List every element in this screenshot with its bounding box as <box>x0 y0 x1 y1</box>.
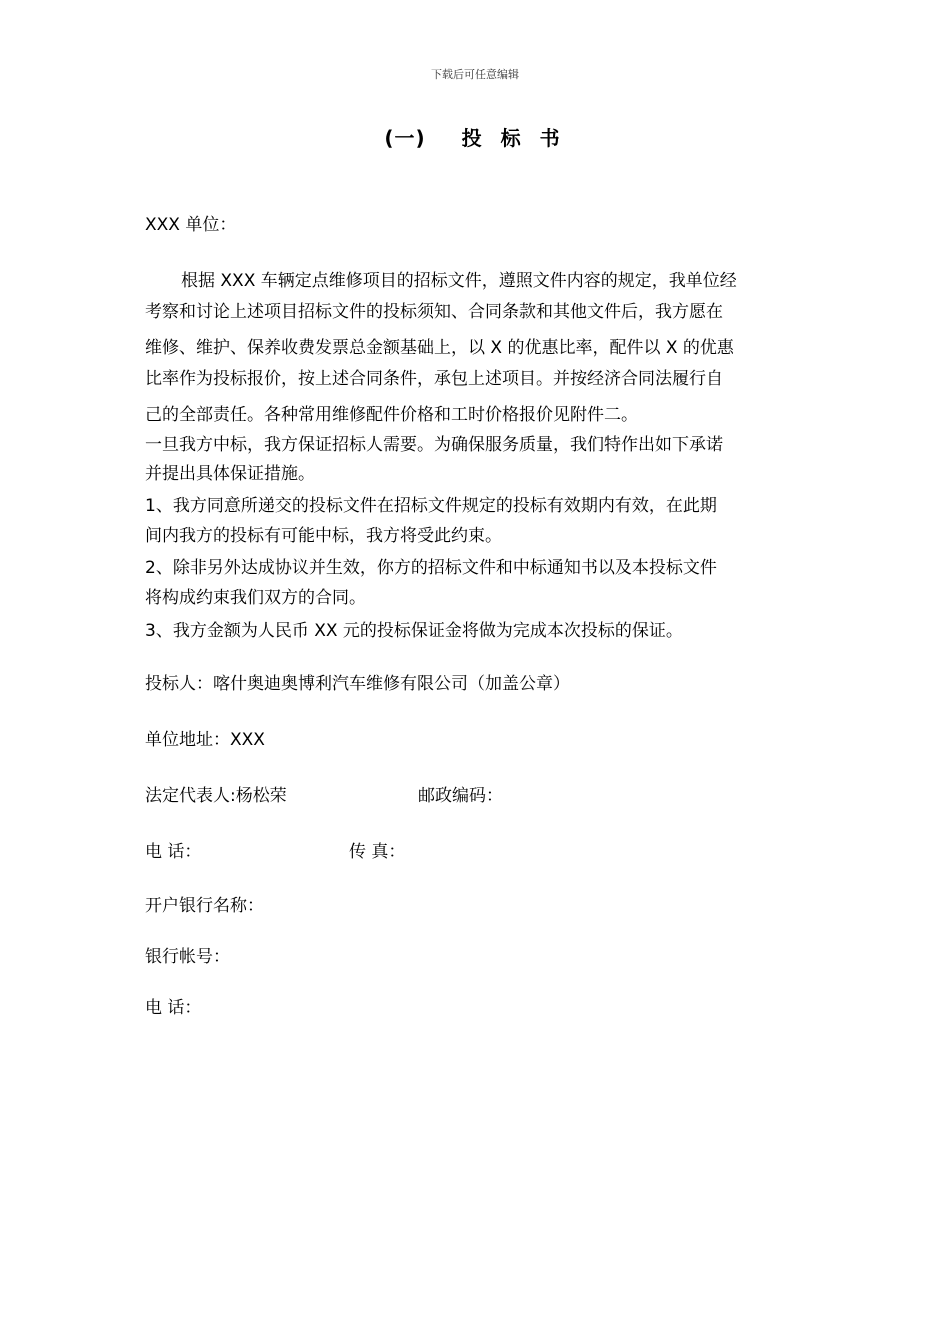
paragraph-line: 3、我方金额为人民币 XX 元的投标保证金将做为完成本次投标的保证。 <box>145 621 683 641</box>
paragraph-line: 一旦我方中标，我方保证招标人需要。为确保服务质量，我们特作出如下承诺 <box>145 435 723 455</box>
header-note: 下载后可任意编辑 <box>431 68 519 81</box>
legal-rep-field: 法定代表人:杨松荣 <box>145 786 287 806</box>
paragraph-line: 比率作为投标报价，按上述合同条件，承包上述项目。并按经济合同法履行自 <box>145 369 723 389</box>
page-title <box>0 122 950 151</box>
paragraph-line: 并提出具体保证措施。 <box>145 464 315 484</box>
paragraph-line: 根据 XXX 车辆定点维修项目的招标文件，遵照文件内容的规定，我单位经 <box>181 271 737 291</box>
paragraph-line: 2、除非另外达成协议并生效，你方的招标文件和中标通知书以及本投标文件 <box>145 558 717 578</box>
phone-field: 电 话： <box>145 842 202 862</box>
paragraph-line: 己的全部责任。各种常用维修配件价格和工时价格报价见附件二。 <box>145 405 638 425</box>
bidder-field: 投标人：喀什奥迪奥博利汽车维修有限公司（加盖公章） <box>145 674 570 694</box>
paragraph-line: 1、我方同意所递交的投标文件在招标文件规定的投标有效期内有效，在此期 <box>145 496 717 516</box>
fax-field: 传 真： <box>349 842 406 862</box>
postal-code-field: 邮政编码： <box>418 786 503 806</box>
phone2-field: 电 话： <box>145 998 202 1018</box>
paragraph-line: 考察和讨论上述项目招标文件的投标须知、合同条款和其他文件后，我方愿在 <box>145 302 723 322</box>
title-text: 投 标 书 <box>461 126 566 150</box>
paragraph-line: 间内我方的投标有可能中标，我方将受此约束。 <box>145 526 502 546</box>
paragraph-line: 维修、维护、保养收费发票总金额基础上，以 X 的优惠比率，配件以 X 的优惠 <box>145 338 734 358</box>
bank-name-field: 开户银行名称： <box>145 896 264 916</box>
bank-account-field: 银行帐号： <box>145 947 230 967</box>
address-field: 单位地址：XXX <box>145 730 265 750</box>
salutation: XXX 单位： <box>145 215 237 235</box>
paragraph-line: 将构成约束我们双方的合同。 <box>145 588 366 608</box>
title-number: (一) <box>384 126 426 150</box>
